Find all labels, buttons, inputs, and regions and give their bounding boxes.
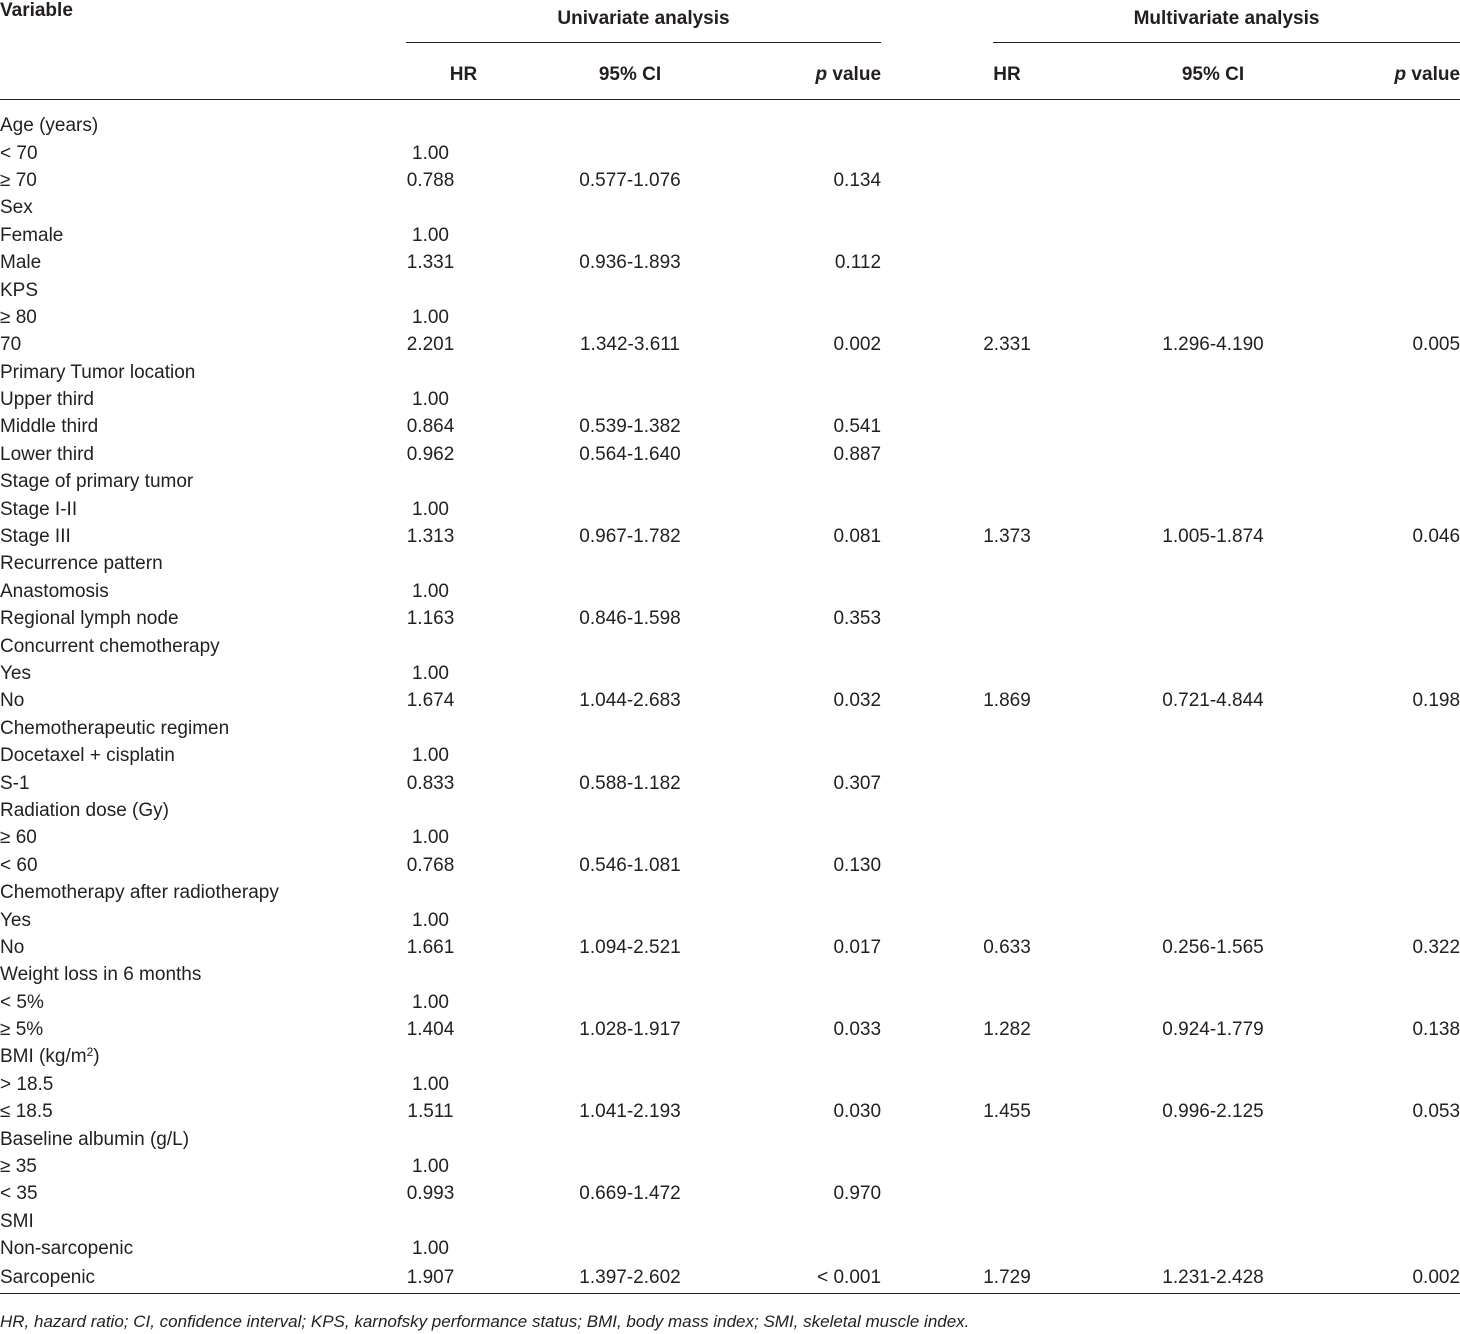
multivariate-hr: 1.729 [963, 1262, 1089, 1294]
table-row [0, 632, 1460, 659]
univariate-hr: 1.00 [412, 389, 449, 411]
row-label: Baseline albumin (g/L) [0, 1128, 190, 1150]
table-row [0, 989, 1460, 1016]
table-row [0, 742, 1460, 769]
univariate-p: 0.017 [833, 936, 882, 958]
row-label: Yes [0, 909, 31, 931]
univariate-ci: 0.588-1.182 [579, 772, 681, 794]
table-footnote: HR, hazard ratio; CI, confidence interval; KPS, karnofsky performance status; BMI, body mass index; SMI, skeletal muscle index. [0, 1312, 970, 1331]
table-row [0, 523, 1460, 550]
table-row [0, 304, 1460, 331]
table-row [0, 112, 1460, 139]
table-row [0, 660, 1460, 687]
row-label: > 18.5 [0, 1073, 54, 1095]
row-label: Sex [0, 197, 33, 219]
univariate-hr: 1.661 [406, 936, 455, 958]
row-label: No [0, 690, 25, 712]
table-row [0, 605, 1460, 632]
univariate-hr: 1.00 [412, 1073, 449, 1095]
bmi-label-text: BMI (kg/m [0, 1046, 87, 1068]
p-value-word: value [827, 63, 882, 85]
multivariate-hr: 1.455 [983, 1101, 1031, 1123]
row-label: ≥ 60 [0, 827, 37, 849]
univariate-ci: 1.094-2.521 [579, 936, 681, 958]
variable-header: Variable [0, 0, 362, 100]
multivariate-hr: 0.633 [983, 936, 1031, 958]
univariate-ci: 0.967-1.782 [579, 526, 681, 548]
univariate-hr: 1.313 [406, 526, 455, 548]
table-row [0, 1043, 1460, 1070]
univariate-hr: 0.864 [406, 416, 455, 438]
row-label: Docetaxel + cisplatin [0, 745, 175, 767]
table-row [0, 550, 1460, 577]
univariate-hr-header: HR [362, 50, 499, 100]
row-label: Male [0, 252, 42, 274]
univariate-p: 0.002 [833, 334, 882, 356]
row-label: 70 [0, 334, 22, 356]
multivariate-hr: 1.869 [983, 690, 1031, 712]
univariate-p: 0.887 [833, 443, 882, 465]
multivariate-ci: 0.721-4.844 [1162, 690, 1264, 712]
table-row [0, 961, 1460, 988]
univariate-p: 0.130 [833, 854, 882, 876]
univariate-hr: 1.00 [412, 306, 449, 328]
univariate-hr: 1.00 [412, 663, 449, 684]
multivariate-hr-header: HR [963, 50, 1089, 100]
multivariate-p: 0.046 [1412, 526, 1460, 548]
row-label: ≥ 5% [0, 1019, 44, 1041]
table-row [0, 1235, 1460, 1262]
multivariate-p: 0.322 [1412, 936, 1460, 958]
univariate-hr: 1.00 [412, 580, 449, 602]
univariate-ci: 0.564-1.640 [579, 443, 681, 465]
table-row [0, 359, 1460, 386]
row-label: Concurrent chemotherapy [0, 635, 220, 657]
univariate-hr: 0.993 [406, 1183, 455, 1205]
univariate-ci: 0.936-1.893 [579, 252, 681, 274]
bmi-label-superscript: 2 [86, 1045, 94, 1060]
row-label: < 60 [0, 854, 38, 876]
bmi-label-close: ) [93, 1046, 100, 1068]
univariate-header [362, 0, 881, 50]
multivariate-p: 0.005 [1412, 334, 1460, 356]
univariate-hr: 1.00 [412, 224, 449, 246]
multivariate-ci: 0.996-2.125 [1162, 1101, 1264, 1123]
row-label: Upper third [0, 389, 94, 411]
row-label: No [0, 936, 25, 958]
table-row [0, 495, 1460, 522]
row-label: Yes [0, 663, 31, 684]
table-row [0, 1208, 1460, 1235]
univariate-p-header [761, 50, 881, 100]
univariate-hr: 0.962 [406, 443, 455, 465]
row-label: < 70 [0, 142, 38, 164]
univariate-ci: 1.397-2.602 [499, 1262, 761, 1294]
univariate-p: < 0.001 [761, 1262, 881, 1294]
univariate-hr: 2.201 [406, 334, 455, 356]
univariate-ci: 1.044-2.683 [579, 690, 681, 712]
univariate-hr: 1.404 [406, 1019, 455, 1041]
univariate-ci: 0.846-1.598 [579, 608, 681, 630]
univariate-hr: 0.788 [406, 169, 455, 191]
table-row [0, 687, 1460, 714]
univariate-p: 0.970 [833, 1183, 882, 1205]
table-row [0, 934, 1460, 961]
row-label: Recurrence pattern [0, 553, 163, 575]
p-symbol: p [815, 63, 828, 85]
row-label: Anastomosis [0, 580, 109, 602]
row-label: S-1 [0, 772, 30, 794]
multivariate-header [963, 0, 1460, 50]
table-row [0, 194, 1460, 221]
table-row [0, 769, 1460, 796]
row-label: SMI [0, 1210, 34, 1232]
univariate-p: 0.081 [833, 526, 882, 548]
univariate-p: 0.353 [833, 608, 882, 630]
table-row [0, 249, 1460, 276]
row-label: Stage I-II [0, 498, 78, 520]
row-label: Stage of primary tumor [0, 471, 194, 493]
univariate-hr: 1.907 [362, 1262, 499, 1294]
univariate-hr: 1.00 [412, 498, 449, 520]
univariate-ci: 0.539-1.382 [579, 416, 681, 438]
univariate-hr: 0.833 [406, 772, 455, 794]
multivariate-p: 0.138 [1412, 1019, 1460, 1041]
row-label: Middle third [0, 416, 99, 438]
univariate-p: 0.134 [833, 169, 882, 191]
row-label: Regional lymph node [0, 608, 179, 630]
table-row [0, 578, 1460, 605]
p-symbol: p [1394, 63, 1407, 85]
p-value-word: value [1406, 63, 1460, 85]
univariate-hr: 1.00 [412, 991, 449, 1013]
row-label: ≥ 70 [0, 169, 37, 191]
row-label: Primary Tumor location [0, 361, 196, 383]
multivariate-hr: 1.282 [983, 1019, 1031, 1041]
multivariate-ci: 1.005-1.874 [1162, 526, 1264, 548]
multivariate-ci-header: 95% CI [1089, 50, 1337, 100]
multivariate-ci: 0.256-1.565 [1162, 936, 1264, 958]
row-label: ≥ 80 [0, 306, 37, 328]
univariate-p: 0.033 [833, 1019, 882, 1041]
table-row [0, 222, 1460, 249]
univariate-hr: 1.331 [406, 252, 455, 274]
multivariate-p: 0.053 [1412, 1101, 1460, 1123]
multivariate-ci: 1.296-4.190 [1162, 334, 1264, 356]
row-label: Lower third [0, 443, 94, 465]
univariate-hr: 1.00 [412, 909, 449, 931]
table-row [0, 441, 1460, 468]
univariate-ci: 0.577-1.076 [579, 169, 681, 191]
univariate-ci-header: 95% CI [499, 50, 761, 100]
univariate-p: 0.032 [833, 690, 882, 712]
univariate-p: 0.112 [834, 252, 882, 274]
multivariate-header-label: Multivariate analysis [993, 8, 1460, 43]
univariate-ci: 1.041-2.193 [579, 1101, 681, 1123]
multivariate-p-header [1337, 50, 1460, 100]
row-label: ≤ 18.5 [0, 1101, 53, 1123]
row-label: Sarcopenic [0, 1262, 362, 1294]
row-label: Radiation dose (Gy) [0, 799, 169, 821]
table-row [0, 852, 1460, 879]
table-row [0, 1098, 1460, 1125]
univariate-p: 0.541 [833, 416, 882, 438]
univariate-hr: 0.768 [406, 854, 455, 876]
row-label: ≥ 35 [0, 1156, 37, 1178]
univariate-hr: 1.163 [406, 608, 455, 630]
row-label: Chemotherapeutic regimen [0, 717, 230, 739]
univariate-hr: 1.00 [412, 827, 449, 849]
table-row [0, 468, 1460, 495]
multivariate-ci: 0.924-1.779 [1162, 1019, 1264, 1041]
multivariate-hr: 1.373 [983, 526, 1031, 548]
table-row [0, 276, 1460, 303]
table-row [0, 1262, 1460, 1294]
table-row [0, 824, 1460, 851]
table-row [0, 715, 1460, 742]
table-row [0, 167, 1460, 194]
univariate-p: 0.030 [833, 1101, 882, 1123]
table-row [0, 386, 1460, 413]
row-label [0, 1043, 362, 1070]
univariate-hr: 1.00 [412, 745, 449, 767]
univariate-ci: 1.342-3.611 [579, 334, 680, 356]
multivariate-p: 0.002 [1337, 1262, 1460, 1294]
table-row [0, 1153, 1460, 1180]
row-label: Stage III [0, 526, 71, 548]
univariate-ci: 1.028-1.917 [579, 1019, 681, 1041]
univariate-hr: 1.511 [407, 1101, 454, 1123]
table-row [0, 1071, 1460, 1098]
table-row [0, 1125, 1460, 1152]
table-row [0, 139, 1460, 166]
multivariate-ci: 1.231-2.428 [1089, 1262, 1337, 1294]
row-label: < 35 [0, 1183, 38, 1205]
table-row [0, 331, 1460, 358]
multivariate-hr: 2.331 [983, 334, 1031, 356]
multivariate-p: 0.198 [1412, 690, 1460, 712]
table-row [0, 797, 1460, 824]
row-label: Female [0, 224, 64, 246]
univariate-ci: 0.546-1.081 [579, 854, 681, 876]
univariate-header-label: Univariate analysis [406, 8, 881, 43]
row-label: Age (years) [0, 115, 99, 137]
univariate-hr: 1.674 [406, 690, 455, 712]
table-row [0, 413, 1460, 440]
row-label: Chemotherapy after radiotherapy [0, 882, 279, 904]
table-row [0, 1016, 1460, 1043]
univariate-ci: 0.669-1.472 [579, 1183, 681, 1205]
univariate-hr: 1.00 [412, 1238, 449, 1260]
univariate-hr: 1.00 [412, 1156, 449, 1178]
row-label: < 5% [0, 991, 44, 1013]
table-row [0, 1180, 1460, 1207]
univariate-p: 0.307 [833, 772, 882, 794]
row-label: Weight loss in 6 months [0, 964, 202, 986]
row-label: Non-sarcopenic [0, 1238, 134, 1260]
univariate-hr: 1.00 [412, 142, 449, 164]
table-row [0, 906, 1460, 933]
table-row [0, 879, 1460, 906]
row-label: KPS [0, 279, 39, 301]
